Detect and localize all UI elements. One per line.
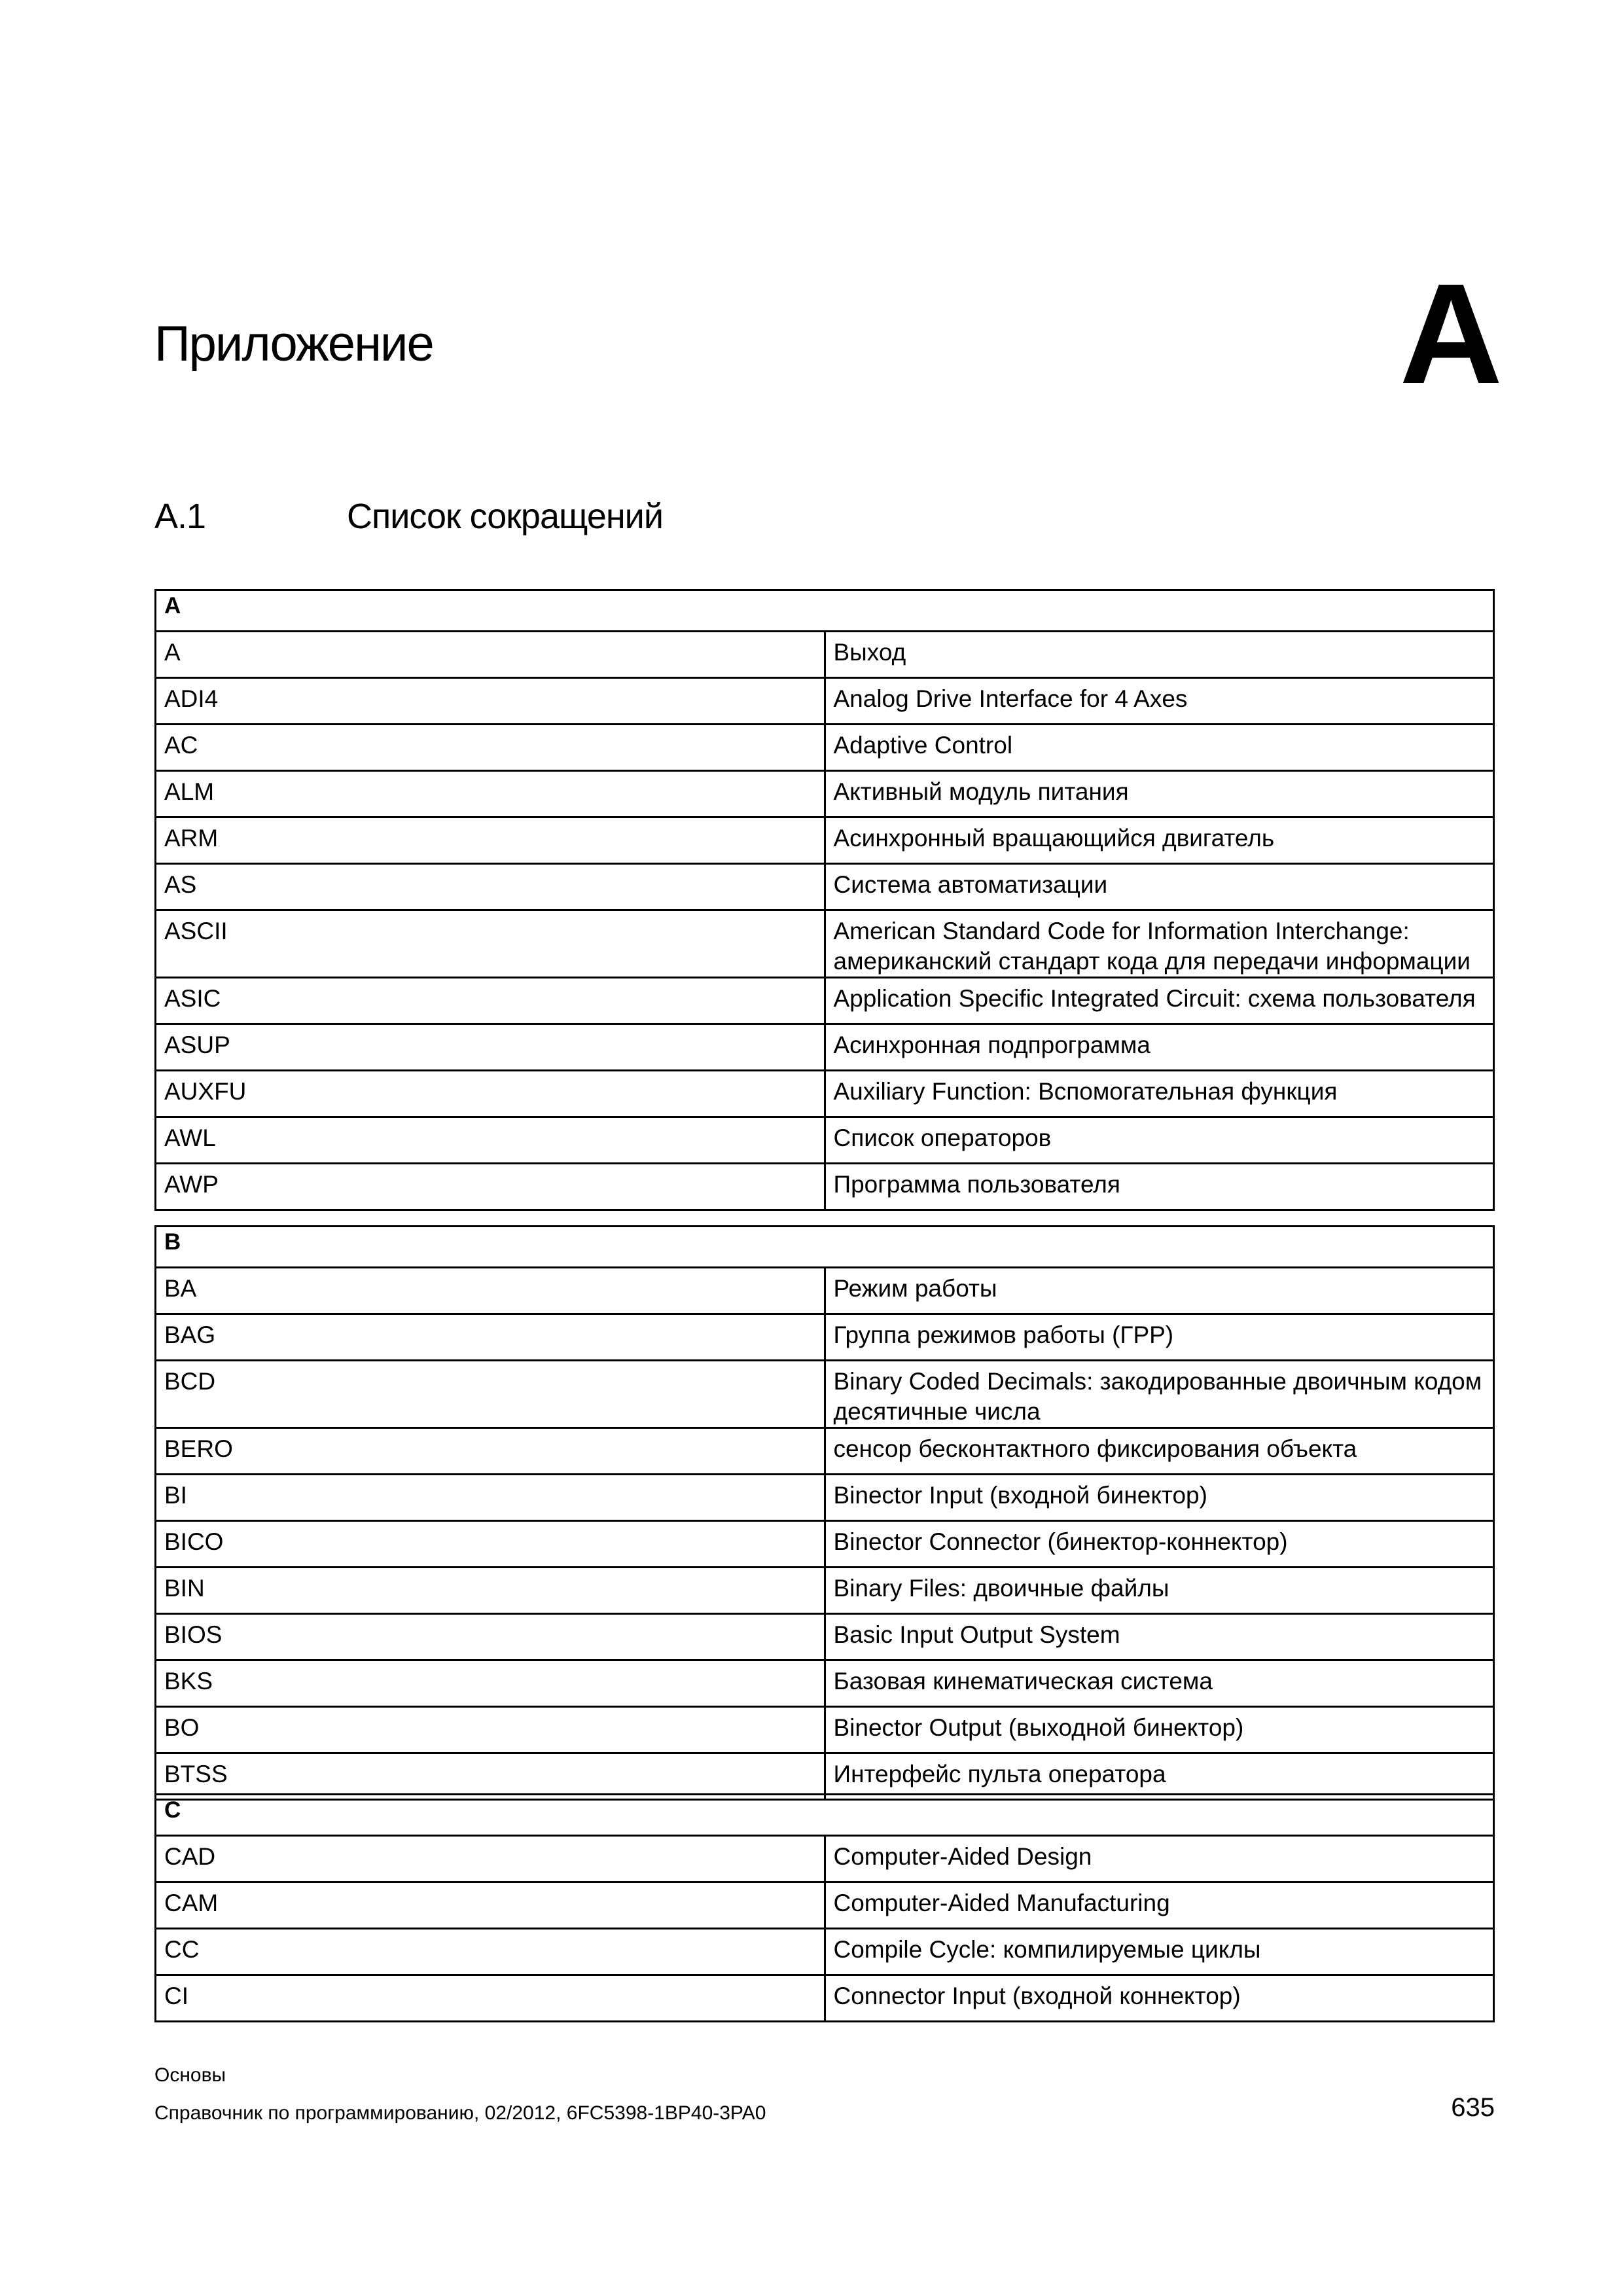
description-cell: Интерфейс пульта оператора xyxy=(825,1753,1494,1800)
description-cell: Список операторов xyxy=(825,1117,1494,1164)
description-cell: Активный модуль питания xyxy=(825,771,1494,817)
description-cell: Базовая кинематическая система xyxy=(825,1660,1494,1707)
table-row xyxy=(156,771,1494,817)
chapter-title: Приложение xyxy=(154,316,433,372)
table-row xyxy=(156,910,1494,978)
table-row xyxy=(156,1314,1494,1361)
description-cell: Режим работы xyxy=(825,1268,1494,1314)
table-letter-header: B xyxy=(156,1227,1494,1268)
table-row xyxy=(156,1568,1494,1614)
abbreviation-table-b xyxy=(154,1225,1495,1801)
description-cell: Application Specific Integrated Circuit: схема пользователя xyxy=(825,978,1494,1024)
description-cell: Группа режимов работы (ГРР) xyxy=(825,1314,1494,1361)
footer-document-info: Справочник по программированию, 02/2012, 6FC5398-1BP40-3PA0 xyxy=(154,2102,766,2124)
table-row xyxy=(156,1361,1494,1428)
abbreviation-cell: CC xyxy=(156,1929,825,1975)
abbreviation-cell: ALM xyxy=(156,771,825,817)
table-row xyxy=(156,678,1494,725)
description-cell: Binector Connector (бинектор-коннектор) xyxy=(825,1521,1494,1568)
table-row xyxy=(156,1882,1494,1929)
abbreviation-cell: BI xyxy=(156,1475,825,1521)
table-row xyxy=(156,1024,1494,1071)
table-row xyxy=(156,864,1494,910)
table-row xyxy=(156,1836,1494,1882)
abbreviation-cell: A xyxy=(156,632,825,678)
abbreviation-cell: AS xyxy=(156,864,825,910)
abbreviation-cell: AC xyxy=(156,725,825,771)
table-header-row xyxy=(156,1227,1494,1268)
table-header-row xyxy=(156,1795,1494,1836)
abbreviation-cell: BICO xyxy=(156,1521,825,1568)
abbreviation-cell: ASCII xyxy=(156,910,825,978)
table-row xyxy=(156,1660,1494,1707)
abbreviation-cell: BERO xyxy=(156,1428,825,1475)
table-header-row xyxy=(156,590,1494,632)
page-number: 635 xyxy=(1451,2093,1495,2122)
abbreviation-cell: ASUP xyxy=(156,1024,825,1071)
description-cell: Compile Cycle: компилируемые циклы xyxy=(825,1929,1494,1975)
section-heading xyxy=(154,499,663,534)
section-number: A.1 xyxy=(154,497,206,536)
abbreviation-cell: ASIC xyxy=(156,978,825,1024)
abbreviation-cell: BA xyxy=(156,1268,825,1314)
table-row xyxy=(156,1929,1494,1975)
table-row xyxy=(156,1071,1494,1117)
table-letter-header: C xyxy=(156,1795,1494,1836)
abbreviation-cell: CAM xyxy=(156,1882,825,1929)
table-row xyxy=(156,1164,1494,1210)
description-cell: Binary Files: двоичные файлы xyxy=(825,1568,1494,1614)
abbreviation-cell: AWL xyxy=(156,1117,825,1164)
chapter-letter: A xyxy=(1399,255,1503,414)
table-row xyxy=(156,1753,1494,1800)
table-letter-header: A xyxy=(156,590,1494,632)
table-row xyxy=(156,1614,1494,1660)
table-row xyxy=(156,1707,1494,1753)
table-row xyxy=(156,1117,1494,1164)
abbreviation-cell: BKS xyxy=(156,1660,825,1707)
description-cell: Асинхронная подпрограмма xyxy=(825,1024,1494,1071)
section-title: Список сокращений xyxy=(347,497,664,536)
description-cell: Binary Coded Decimals: закодированные двоичным кодом десятичные числа xyxy=(825,1361,1494,1428)
table-row xyxy=(156,1521,1494,1568)
table-row xyxy=(156,1475,1494,1521)
abbreviation-cell: AUXFU xyxy=(156,1071,825,1117)
description-cell: Auxiliary Function: Вспомогательная функция xyxy=(825,1071,1494,1117)
table-row xyxy=(156,725,1494,771)
abbreviation-cell: BTSS xyxy=(156,1753,825,1800)
abbreviation-cell: ADI4 xyxy=(156,678,825,725)
description-cell: Программа пользователя xyxy=(825,1164,1494,1210)
description-cell: Binector Input (входной бинектор) xyxy=(825,1475,1494,1521)
description-cell: сенсор бесконтактного фиксирования объекта xyxy=(825,1428,1494,1475)
table-row xyxy=(156,632,1494,678)
abbreviation-cell: CI xyxy=(156,1975,825,2022)
table-row xyxy=(156,817,1494,864)
table-row xyxy=(156,978,1494,1024)
abbreviation-cell: BIN xyxy=(156,1568,825,1614)
description-cell: Асинхронный вращающийся двигатель xyxy=(825,817,1494,864)
description-cell: Выход xyxy=(825,632,1494,678)
description-cell: Computer-Aided Manufacturing xyxy=(825,1882,1494,1929)
description-cell: Система автоматизации xyxy=(825,864,1494,910)
table-row xyxy=(156,1975,1494,2022)
abbreviation-table-a xyxy=(154,589,1495,1211)
abbreviation-cell: BAG xyxy=(156,1314,825,1361)
abbreviation-cell: BO xyxy=(156,1707,825,1753)
footer-book-title: Основы xyxy=(154,2064,226,2086)
table-row xyxy=(156,1268,1494,1314)
description-cell: Binector Output (выходной бинектор) xyxy=(825,1707,1494,1753)
abbreviation-table-c xyxy=(154,1793,1495,2022)
description-cell: Basic Input Output System xyxy=(825,1614,1494,1660)
table-row xyxy=(156,1428,1494,1475)
abbreviation-cell: AWP xyxy=(156,1164,825,1210)
abbreviation-cell: CAD xyxy=(156,1836,825,1882)
description-cell: Connector Input (входной коннектор) xyxy=(825,1975,1494,2022)
description-cell: Computer-Aided Design xyxy=(825,1836,1494,1882)
abbreviation-cell: BCD xyxy=(156,1361,825,1428)
description-cell: Analog Drive Interface for 4 Axes xyxy=(825,678,1494,725)
abbreviation-cell: BIOS xyxy=(156,1614,825,1660)
description-cell: Adaptive Control xyxy=(825,725,1494,771)
description-cell: American Standard Code for Information Interchange: американский стандарт кода для передачи информации xyxy=(825,910,1494,978)
abbreviation-cell: ARM xyxy=(156,817,825,864)
